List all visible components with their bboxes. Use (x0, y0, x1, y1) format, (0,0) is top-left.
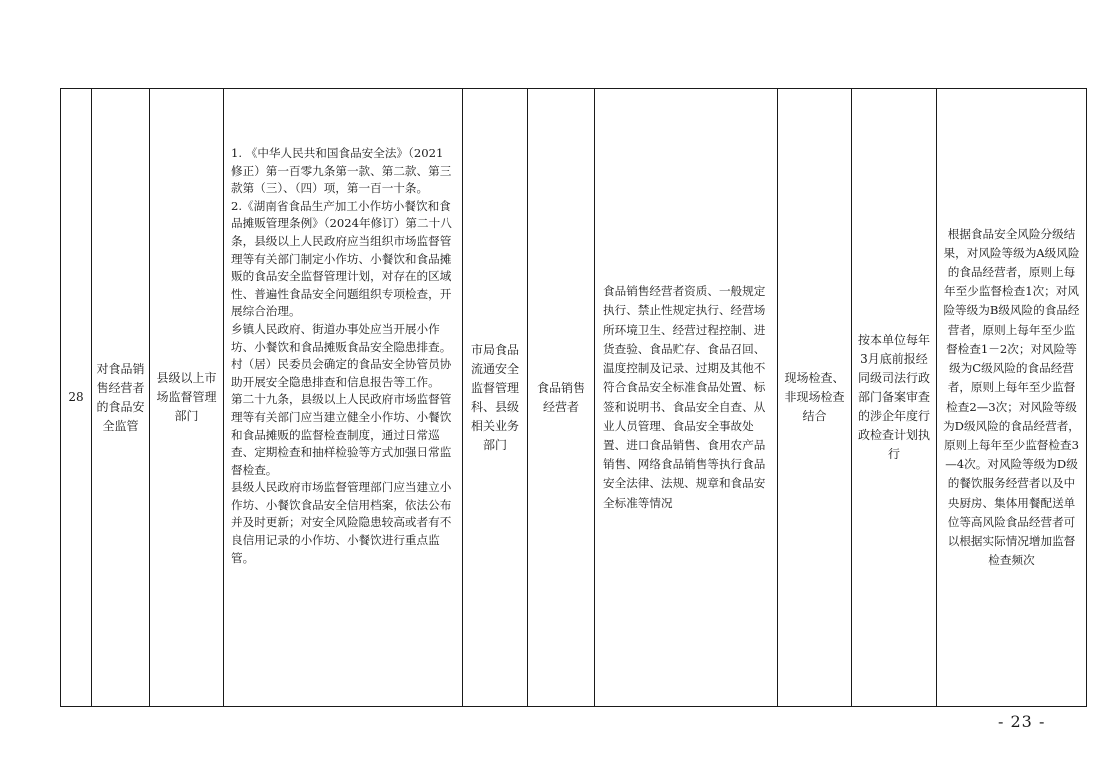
inspection-subject: 县级以上市场监督管理部门 (150, 89, 224, 707)
inspection-frequency: 根据食品安全风险分级结果，对风险等级为A级风险的食品经营者，原则上每年至少监督检查1次；对风险等级为B级风险的食品经营者，原则上每年至少监督检查1－2次；对风险等级为C级风险的食品经营者，原则上每年至少监督检查2—3次；对风险等级为D级风险的食品经营者，原则上每年至少监督检查3—4次。对风险等级为D级的餐饮服务经营者以及中央厨房、集体用餐配送单位等高风险食品经营者可以根据实际情况增加监督检查频次 (937, 89, 1087, 707)
inspection-table (60, 88, 1087, 707)
page-number: - 23 - (998, 712, 1046, 731)
row-number: 28 (61, 89, 92, 707)
basis-paragraph: 2.《湖南省食品生产加工小作坊小餐饮和食品摊贩管理条例》（2024年修订）第二十八条，县级以上人民政府应当组织市场监督管理等有关部门制定小作坊、小餐饮和食品摊贩的食品安全监督管理计划，对存在的区域性、普遍性食品安全问题组织专项检查，开展综合治理。 (231, 198, 452, 319)
basis-paragraph: 乡镇人民政府、街道办事处应当开展小作坊、小餐饮和食品摊贩食品安全隐患排查。村（居）民委员会确定的食品安全协管员协助开展安全隐患排查和信息报告等工作。 (231, 321, 452, 389)
inspection-content: 食品销售经营者资质、一般规定执行、禁止性规定执行、经营场所环境卫生、经营过程控制、进货查验、食品贮存、食品召回、温度控制及记录、过期及其他不符合食品安全标准食品处置、标签和说明书、食品安全自查、从业人员管理、食品安全事故处置、进口食品销售、食用农产品销售、网络食品销售等执行食品安全法律、法规、规章和食品安全标准等情况 (595, 89, 778, 707)
inspection-item: 对食品销售经营者的食品安全监管 (92, 89, 150, 707)
inspection-object: 食品销售经营者 (528, 89, 595, 707)
inspection-method: 现场检查、非现场检查结合 (778, 89, 852, 707)
basis-paragraph: 县级人民政府市场监督管理部门应当建立小作坊、小餐饮食品安全信用档案，依法公布并及时更新；对安全风险隐患较高或者有不良信用记录的小作坊、小餐饮进行重点监管。 (231, 480, 452, 565)
table-row (61, 89, 1087, 707)
basis-paragraph: 第二十九条，县级以上人民政府市场监督管理等有关部门应当建立健全小作坊、小餐饮和食品摊贩的监督检查制度，通过日常巡查、定期检查和抽样检验等方式加强日常监督检查。 (231, 392, 452, 477)
inspection-ratio: 按本单位每年3月底前报经同级司法行政部门备案审查的涉企年度行政检查计划执行 (852, 89, 937, 707)
basis-paragraph: 1. 《中华人民共和国食品安全法》（2021修正）第一百零九条第一款、第二款、第三款第（三）、（四）项，第一百一十条。 (231, 146, 452, 196)
legal-basis (224, 89, 463, 707)
responsible-department: 市局食品流通安全监督管理科、县级相关业务部门 (463, 89, 528, 707)
